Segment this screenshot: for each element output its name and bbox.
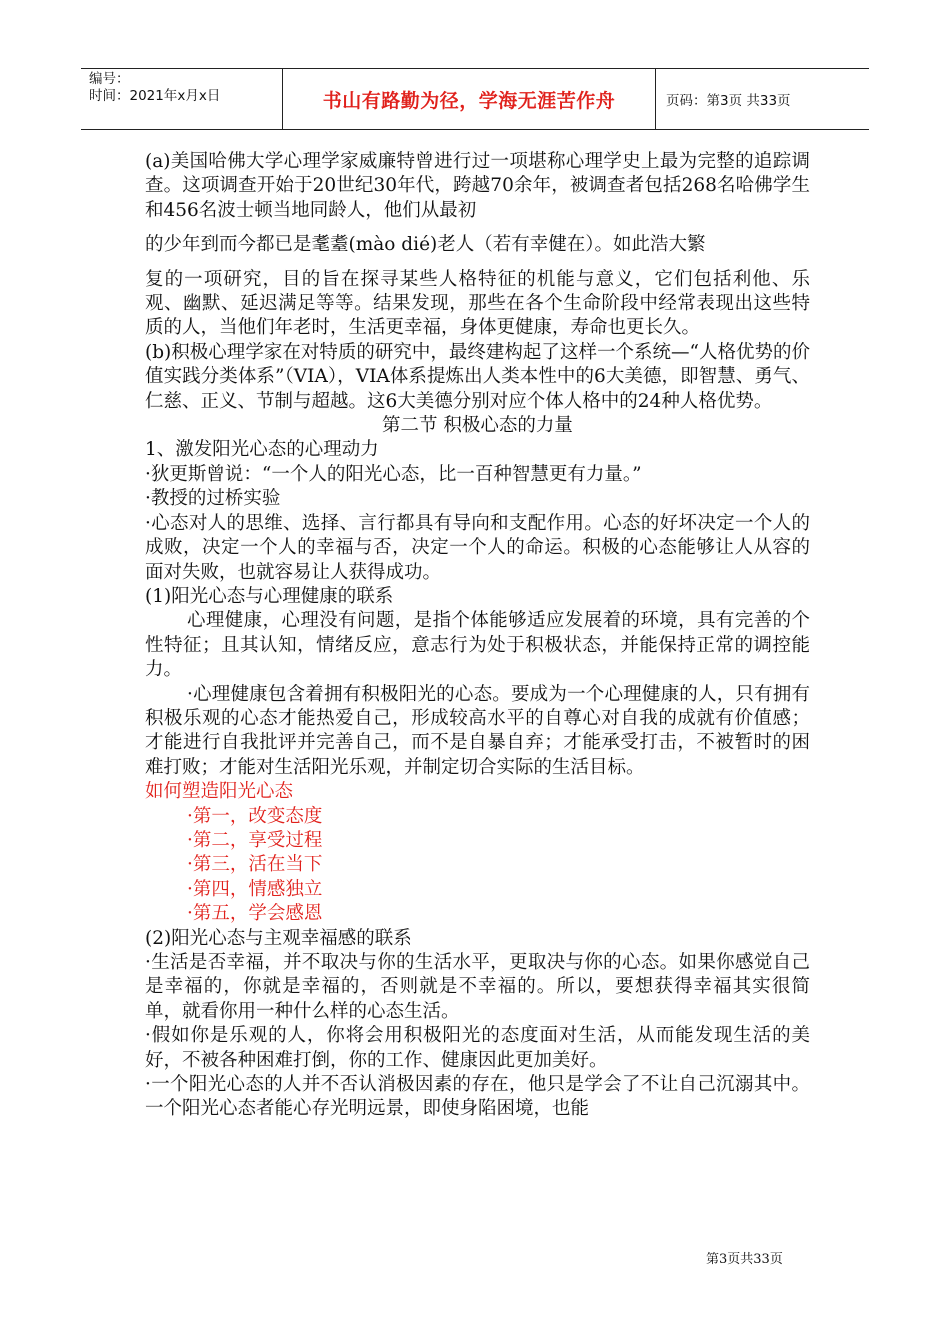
- how-to-item: ·第五，学会感恩: [187, 903, 323, 925]
- happiness-paragraph-1: ·生活是否幸福，并不取决与你的生活水平，更取决与你的心态。如果你感觉自己是幸福的，你就是幸福的，否则就是不幸福的。所以，要想获得幸福其实很简单，就看你用一种什么样的心态生活。: [145, 952, 810, 1022]
- dickens-quote: ·狄更斯曾说：“一个人的阳光心态，比一百种智慧更有力量。”: [145, 463, 642, 485]
- document-body: [145, 150, 810, 1122]
- item-heading-1: 1、激发阳光心态的心理动力: [145, 439, 379, 461]
- page-header: [81, 68, 869, 130]
- mental-health-contains: ·心理健康包含着拥有积极阳光的心态。要成为一个心理健康的人，只有拥有积极乐观的心态才能热爱自己，形成较高水平的自尊心对自我的成就有价值感；才能进行自我批评并完善自己，而不是自暴自弃；才能承受打击，不被暂时的困难打败；才能对生活阳光乐观，并制定切合实际的生活目标。: [145, 683, 810, 778]
- how-to-item: ·第一，改变态度: [187, 805, 323, 827]
- bridge-experiment: ·教授的过桥实验: [145, 488, 281, 510]
- happiness-paragraph-3: ·一个阳光心态的人并不否认消极因素的存在，他只是学会了不让自己沉溺其中。一个阳光心态者能心存光明远景，即使身陷困境，也能: [145, 1074, 810, 1120]
- how-to-item: ·第三，活在当下: [187, 854, 323, 876]
- happiness-paragraph-2: ·假如你是乐观的人，你将会用积极阳光的态度面对生活，从而能发现生活的美好，不被各种困难打倒，你的工作、健康因此更加美好。: [145, 1025, 810, 1071]
- paragraph-a-part3: 复的一项研究，目的旨在探寻某些人格特征的机能与意义，它们包括利他、乐观、幽默、延迟满足等等。结果发现，那些在各个生命阶段中经常表现出这些特质的人，当他们年老时，生活更幸福，身体更健康，寿命也更长久。: [145, 268, 810, 339]
- page-footer: 第3页共33页: [706, 1252, 783, 1267]
- header-page-label: 页码：第3页 共33页: [666, 93, 791, 109]
- doc-number-label: 编号：: [89, 71, 130, 87]
- paragraph-a-part1: (a)美国哈佛大学心理学家威廉特曾进行过一项堪称心理学史上最为完整的追踪调查。这项调查开始于20世纪30年代，跨越70余年，被调查者包括268名哈佛学生和456名波士顿当地同龄人，他们从最初: [145, 151, 810, 221]
- how-to-item: ·第二，享受过程: [187, 829, 323, 851]
- subheading-2: (2)阳光心态与主观幸福感的联系: [145, 927, 412, 949]
- section-title: 第二节 积极心态的力量: [382, 415, 573, 437]
- how-to-item: ·第四，情感独立: [187, 878, 323, 900]
- doc-time-label: 时间：2021年x月x日: [89, 88, 221, 104]
- paragraph-b: (b)积极心理学家在对特质的研究中，最终建构起了这样一个系统—“人格优势的价值实践分类体系”（VIA），VIA体系提炼出人类本性中的6大美德，即智慧、勇气、仁慈、正义、节制与超越。这6大美德分别对应个体人格中的24种人格优势。: [145, 341, 810, 412]
- header-motto: 书山有路勤为径，学海无涯苦作舟: [282, 69, 656, 129]
- how-to-title: 如何塑造阳光心态: [145, 781, 294, 803]
- mindset-paragraph: ·心态对人的思维、选择、言行都具有导向和支配作用。心态的好坏决定一个人的成败，决定一个人的幸福与否，决定一个人的命运。积极的心态能够让人从容的面对失败，也就容易让人获得成功。: [145, 512, 810, 583]
- mental-health-definition: 心理健康，心理没有问题，是指个体能够适应发展着的环境，具有完善的个性特征；且其认知，情绪反应，意志行为处于积极状态，并能保持正常的调控能力。: [145, 610, 810, 681]
- paragraph-a-part2: 的少年到而今都已是耄耋(mào dié)老人（若有幸健在）。如此浩大繁: [145, 234, 706, 256]
- subheading-1: (1)阳光心态与心理健康的联系: [145, 585, 394, 607]
- header-meta: [81, 69, 282, 129]
